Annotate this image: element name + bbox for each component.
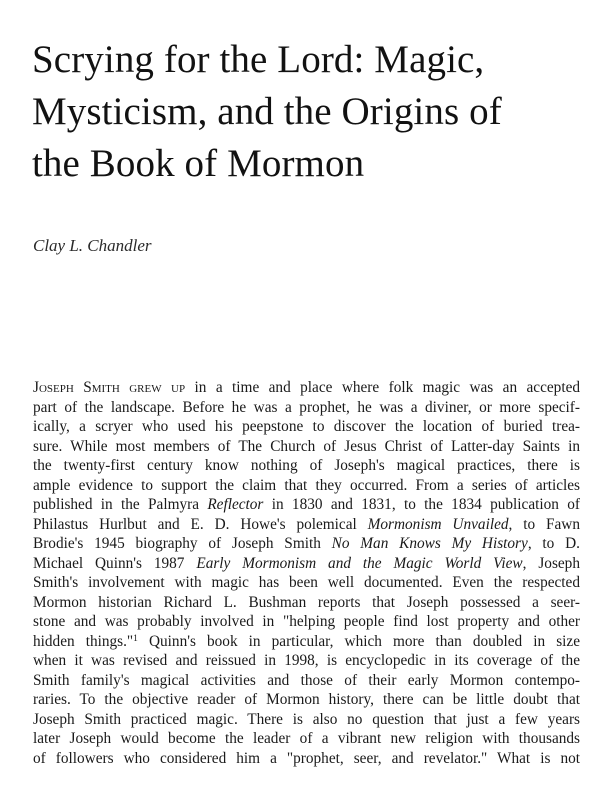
body-line: later Joseph would become the leader of a vibrant new religion with thousands — [33, 730, 580, 747]
footnote-marker[interactable]: 1 — [133, 633, 138, 644]
lead-in-smallcaps: Joseph Smith grew up — [33, 379, 186, 396]
author-byline: Clay L. Chandler — [33, 236, 152, 255]
body-line: ically, a scryer who used his peepstone to discover the location of buried trea- — [33, 418, 580, 435]
body-line: the twenty-first century know nothing of Joseph's magical practices, there is — [33, 457, 580, 474]
body-line: stone and was probably involved in "helping people find lost property and other — [33, 613, 580, 630]
line-text: Philastus Hurlbut and E. D. Howe's polemical — [33, 515, 368, 533]
body-line: raries. To the objective reader of Mormon history, there can be little doubt that — [33, 691, 580, 708]
body-line — [33, 495, 580, 515]
body-line: Smith's involvement with magic has been well documented. Even the respected — [33, 574, 580, 591]
body-line: of followers who considered him a "prophet, seer, and revelator." What is not — [33, 749, 580, 767]
italic-title: Early Mormonism and the Magic World View — [196, 554, 523, 572]
article-title-line: Scrying for the Lord: Magic, — [32, 38, 485, 81]
body-line: Mormon historian Richard L. Bushman reports that Joseph possessed a seer- — [33, 593, 580, 611]
body-line — [33, 632, 580, 652]
body-line — [33, 534, 580, 554]
body-line: Smith family's magical activities and those of their early Mormon contempo- — [33, 671, 580, 689]
line-text: published in the Palmyra — [33, 496, 208, 513]
line-text: to Fawn — [512, 515, 580, 533]
line-text: Brodie's 1945 biography of Joseph Smith — [33, 535, 332, 552]
body-line: when it was revised and reissued in 1998, is encyclopedic in its coverage of the — [33, 652, 580, 669]
line-text: in 1830 and 1831, to the 1834 publication of — [263, 496, 580, 513]
body-line — [33, 554, 580, 574]
line-text: , Joseph — [522, 554, 580, 572]
article-title-line: the Book of Mormon — [32, 142, 365, 185]
italic-title: No Man Knows My History — [331, 535, 528, 552]
body-line: part of the landscape. Before he was a prophet, he was a diviner, or more specif- — [33, 398, 580, 416]
line-text: Michael Quinn's 1987 — [33, 554, 197, 572]
italic-title: Reflector — [207, 496, 264, 513]
body-line: Joseph Smith practiced magic. There is also no question that just a few years — [33, 710, 580, 728]
line-text: Quinn's book in particular, which more than doubled in size — [137, 632, 580, 650]
article-title-line: Mysticism, and the Origins of — [32, 90, 502, 133]
article-body — [33, 378, 580, 768]
body-line: sure. While most members of The Church of Jesus Christ of Latter-day Saints in — [33, 437, 580, 455]
line-text: in a time and place where folk magic was an accepted — [185, 379, 581, 396]
body-line — [33, 378, 580, 398]
line-text: , to D. — [527, 535, 580, 552]
italic-title: Mormonism Unvailed, — [367, 515, 513, 533]
article-title — [32, 34, 592, 190]
body-line: ample evidence to support the claim that they occurred. From a series of articles — [33, 476, 580, 494]
body-line — [33, 515, 580, 535]
line-text: hidden things." — [33, 632, 134, 650]
